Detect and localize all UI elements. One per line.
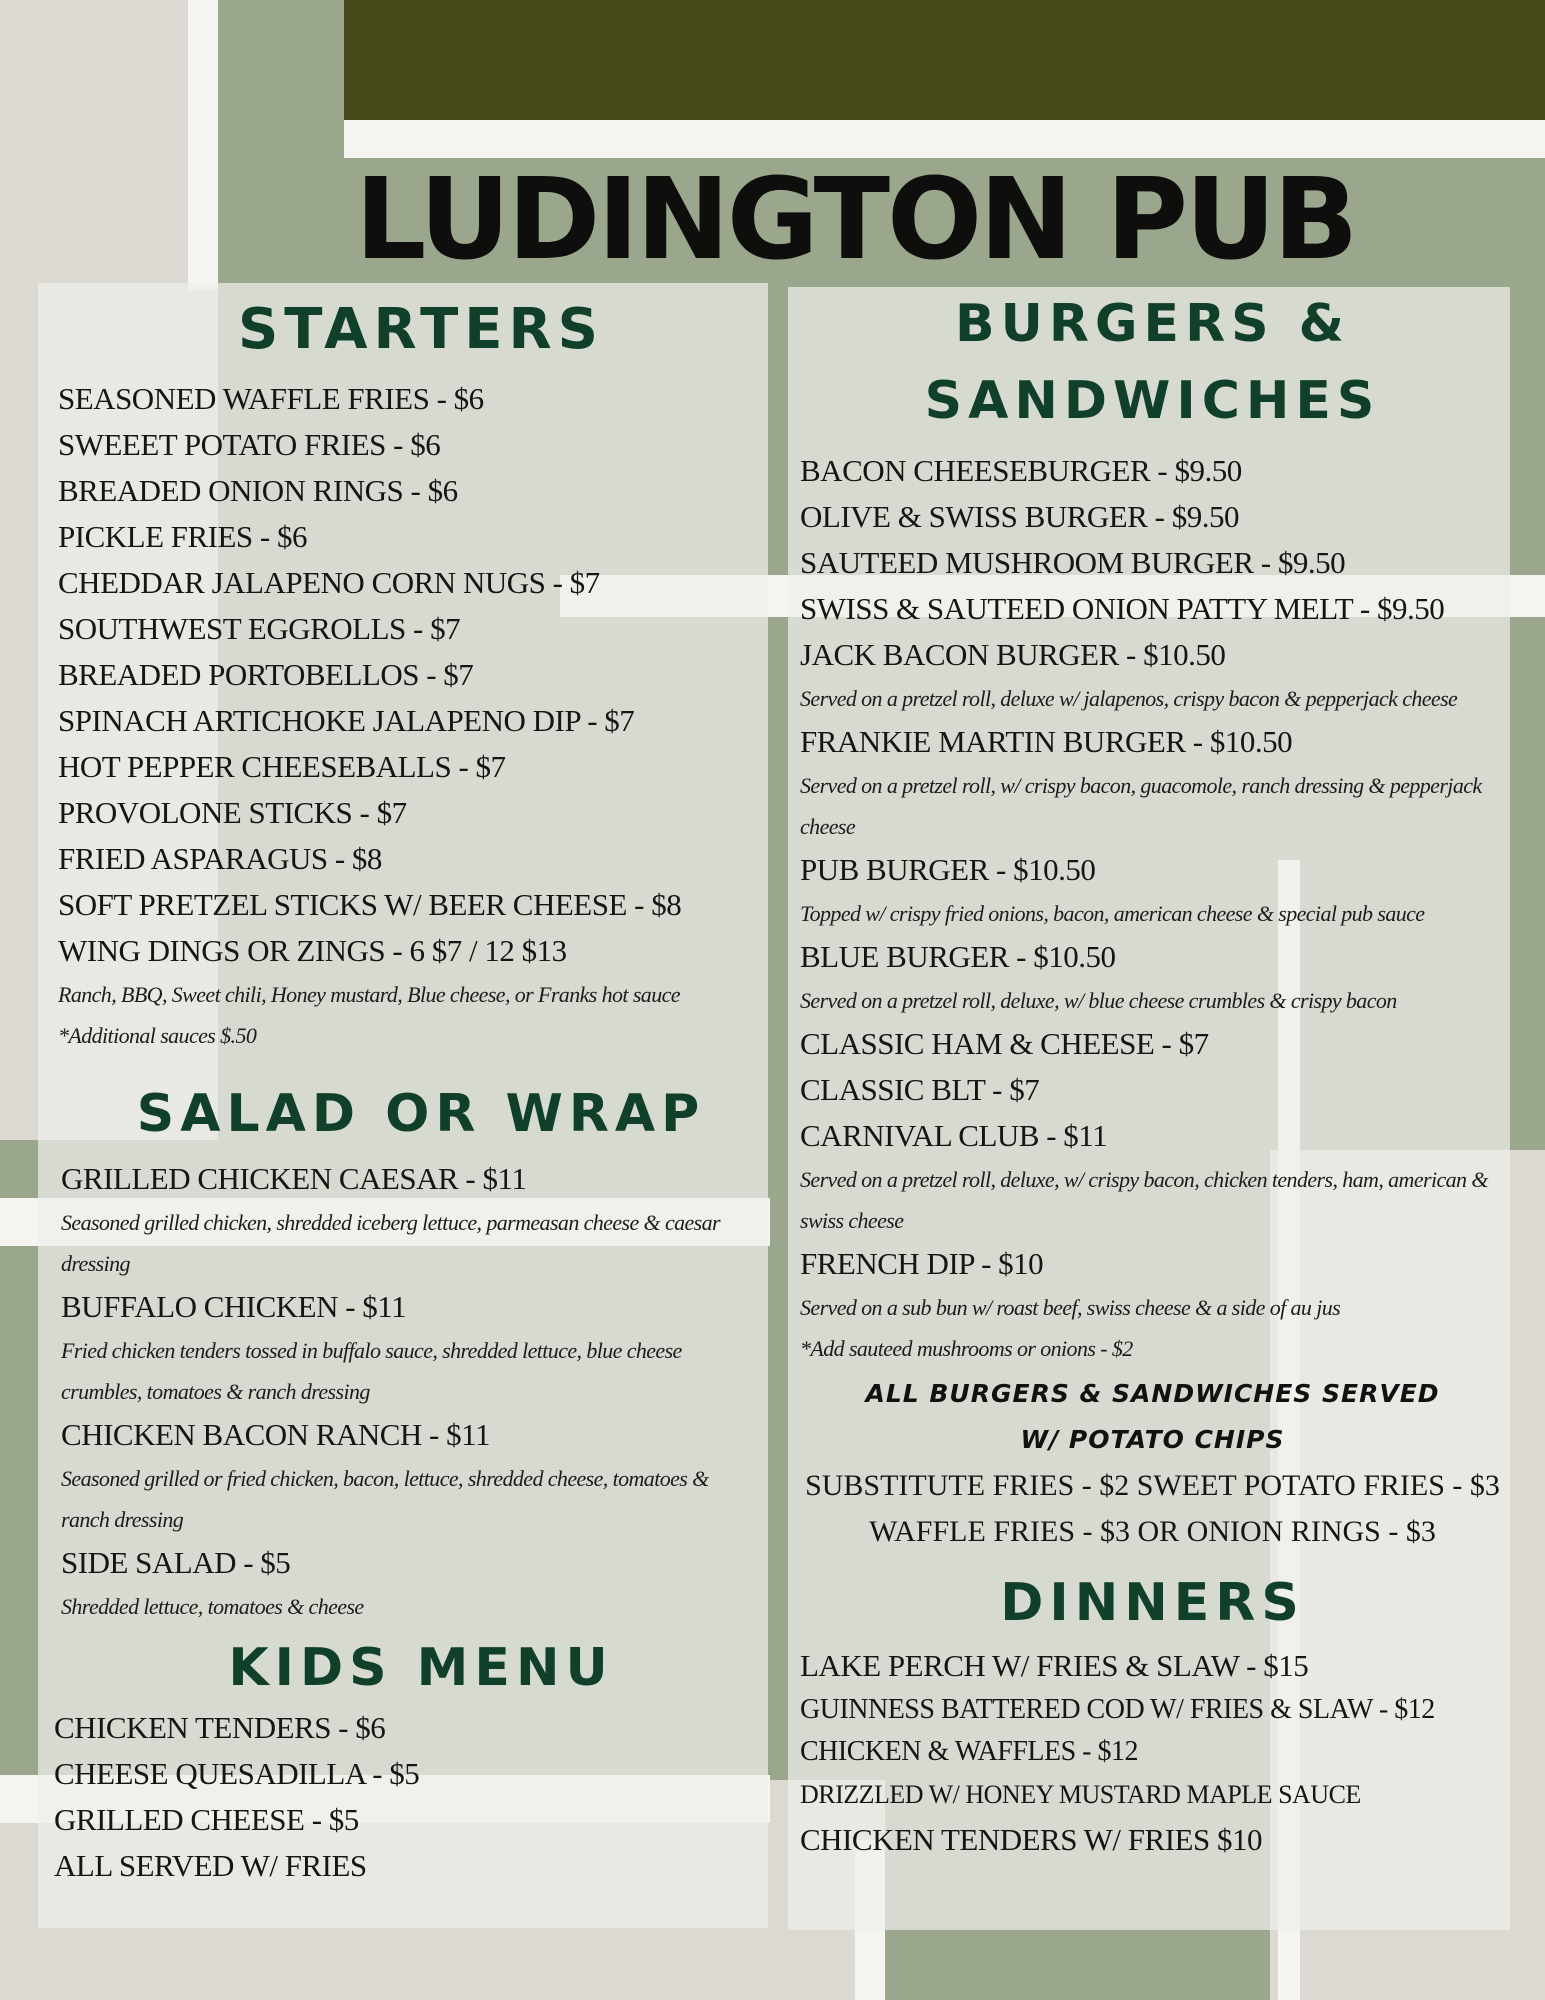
sauce-extra-note: *Additional sauces $.50: [58, 1023, 257, 1048]
list-item: BUFFALO CHICKEN - $11: [61, 1289, 407, 1324]
list-item: PICKLE FRIES - $6: [58, 519, 307, 554]
addon-note: *Add sauteed mushrooms or onions - $2: [800, 1336, 1133, 1361]
burgers-list: [800, 448, 1505, 1369]
list-item: SIDE SALAD - $5: [61, 1545, 291, 1580]
item-description: Served on a pretzel roll, w/ crispy bacon, guacomole, ranch dressing & pepperjack cheese: [800, 773, 1482, 839]
list-item: GRILLED CHEESE - $5: [54, 1802, 359, 1837]
list-item: JACK BACON BURGER - $10.50: [800, 637, 1226, 672]
list-item: GRILLED CHICKEN CAESAR - $11: [61, 1161, 527, 1196]
list-item: SOFT PRETZEL STICKS W/ BEER CHEESE - $8: [58, 887, 682, 922]
list-item: LAKE PERCH W/ FRIES & SLAW - $15: [800, 1648, 1309, 1683]
list-item: HOT PEPPER CHEESEBALLS - $7: [58, 749, 506, 784]
list-item: PROVOLONE STICKS - $7: [58, 795, 407, 830]
list-item: CLASSIC HAM & CHEESE - $7: [800, 1026, 1209, 1061]
item-description: Fried chicken tenders tossed in buffalo sauce, shredded lettuce, blue cheese crumbles, tomatoes & ranch dressing: [61, 1338, 682, 1404]
dinners-heading: DINNERS: [1000, 1573, 1305, 1633]
dinners-list: [800, 1643, 1505, 1863]
burgers-heading-line2: SANDWICHES: [924, 371, 1381, 431]
item-description: Served on a pretzel roll, deluxe, w/ blue cheese crumbles & crispy bacon: [800, 988, 1397, 1013]
list-item: BREADED ONION RINGS - $6: [58, 473, 458, 508]
list-item: CARNIVAL CLUB - $11: [800, 1118, 1108, 1153]
list-item: FRANKIE MARTIN BURGER - $10.50: [800, 724, 1293, 759]
item-description: Served on a pretzel roll, deluxe w/ jalapenos, crispy bacon & pepperjack cheese: [800, 686, 1458, 711]
list-item: SPINACH ARTICHOKE JALAPENO DIP - $7: [58, 703, 635, 738]
list-item: SWISS & SAUTEED ONION PATTY MELT - $9.50: [800, 591, 1445, 626]
kids-list: [54, 1705, 758, 1889]
burgers-heading-line1: BURGERS &: [954, 294, 1351, 354]
list-item: OLIVE & SWISS BURGER - $9.50: [800, 499, 1239, 534]
starters-heading: STARTERS: [237, 297, 605, 362]
list-item: BLUE BURGER - $10.50: [800, 939, 1116, 974]
item-description: Seasoned grilled chicken, shredded iceberg lettuce, parmeasan cheese & caesar dressing: [61, 1210, 721, 1276]
item-description: Served on a sub bun w/ roast beef, swiss cheese & a side of au jus: [800, 1295, 1341, 1320]
list-item: SOUTHWEST EGGROLLS - $7: [58, 611, 461, 646]
starters-list: [58, 376, 758, 1056]
burgers-served-note-line2: W/ POTATO CHIPS: [1020, 1425, 1285, 1454]
list-item: BACON CHEESEBURGER - $9.50: [800, 453, 1242, 488]
kids-heading: KIDS MENU: [228, 1638, 614, 1698]
list-item: SAUTEED MUSHROOM BURGER - $9.50: [800, 545, 1346, 580]
right-column: [800, 290, 1505, 1863]
list-item: CHEDDAR JALAPENO CORN NUGS - $7: [58, 565, 600, 600]
list-item: PUB BURGER - $10.50: [800, 852, 1096, 887]
list-item: CHICKEN & WAFFLES - $12: [800, 1736, 1139, 1767]
list-item: SEASONED WAFFLE FRIES - $6: [58, 381, 484, 416]
sauce-options: Ranch, BBQ, Sweet chili, Honey mustard, Blue cheese, or Franks hot sauce: [58, 982, 680, 1007]
list-item: CHICKEN BACON RANCH - $11: [61, 1417, 490, 1452]
list-item: FRENCH DIP - $10: [800, 1246, 1044, 1281]
item-description: Shredded lettuce, tomatoes & cheese: [61, 1594, 364, 1619]
list-item: SWEEET POTATO FRIES - $6: [58, 427, 441, 462]
left-column: [54, 290, 758, 1889]
salad-list: [58, 1156, 758, 1627]
bg-dark-olive-banner: [344, 0, 1545, 120]
list-item: GUINNESS BATTERED COD W/ FRIES & SLAW - $12: [800, 1694, 1435, 1725]
burgers-served-note: ALL BURGERS & SANDWICHES SERVED: [865, 1379, 1440, 1408]
substitute-line: SUBSTITUTE FRIES - $2 SWEET POTATO FRIES - $3: [805, 1469, 1500, 1502]
list-item: CLASSIC BLT - $7: [800, 1072, 1040, 1107]
list-item: DRIZZLED W/ HONEY MUSTARD MAPLE SAUCE: [800, 1780, 1361, 1809]
list-item: CHICKEN TENDERS - $6: [54, 1710, 386, 1745]
list-item: FRIED ASPARAGUS - $8: [58, 841, 382, 876]
item-description: Topped w/ crispy fried onions, bacon, american cheese & special pub sauce: [800, 901, 1425, 926]
substitute-line-2: WAFFLE FRIES - $3 OR ONION RINGS - $3: [869, 1515, 1436, 1548]
bg-white-stripe-left: [188, 0, 218, 290]
salad-heading: SALAD OR WRAP: [136, 1084, 706, 1144]
item-description: Seasoned grilled or fried chicken, bacon, lettuce, shredded cheese, tomatoes & ranch dressing: [61, 1466, 709, 1532]
item-description: Served on a pretzel roll, deluxe, w/ crispy bacon, chicken tenders, ham, american & swiss cheese: [800, 1167, 1488, 1233]
list-item: ALL SERVED W/ FRIES: [54, 1848, 367, 1883]
list-item: WING DINGS OR ZINGS - 6 $7 / 12 $13: [58, 933, 567, 968]
list-item: CHEESE QUESADILLA - $5: [54, 1756, 420, 1791]
list-item: BREADED PORTOBELLOS - $7: [58, 657, 474, 692]
page-title: LUDINGTON PUB: [355, 155, 1356, 285]
list-item: CHICKEN TENDERS W/ FRIES $10: [800, 1822, 1262, 1857]
